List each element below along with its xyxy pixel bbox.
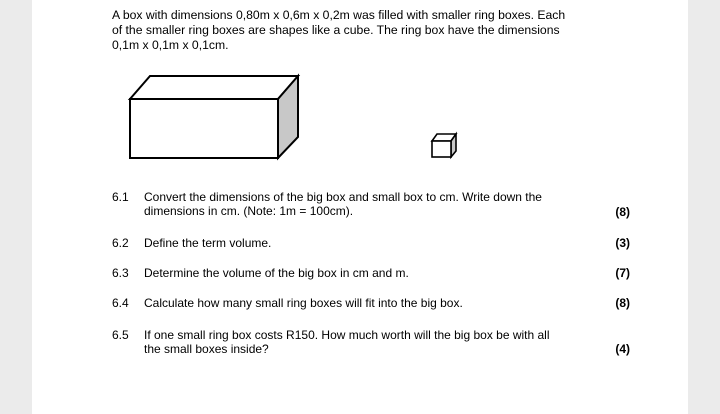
intro-line-3: 0,1m x 0,1m x 0,1cm.: [112, 38, 229, 52]
question-number: 6.4: [112, 296, 129, 310]
question-marks: (7): [615, 266, 630, 280]
question-number: 6.5: [112, 328, 129, 342]
question-text: Calculate how many small ring boxes will fit into the big box.: [144, 296, 463, 310]
question-text-line-1: Convert the dimensions of the big box and small box to cm. Write down the: [144, 190, 542, 204]
question-text-line-1: If one small ring box costs R150. How much worth will the big box be with all: [144, 328, 550, 342]
question-text: [144, 328, 599, 356]
intro-line-2: of the smaller ring boxes are shapes like a cube. The ring box have the dimensions: [112, 23, 560, 37]
question-text: [144, 190, 599, 218]
question-number: 6.1: [112, 190, 129, 204]
intro-line-1: A box with dimensions 0,80m x 0,6m x 0,2m was filled with smaller ring boxes. Each: [112, 8, 566, 22]
question-marks: (8): [615, 205, 630, 219]
question-text: Determine the volume of the big box in cm and m.: [144, 266, 409, 280]
question-text: Define the term volume.: [144, 236, 272, 250]
question-number: 6.2: [112, 236, 129, 250]
question-marks: (8): [615, 296, 630, 310]
big-box-drawing: [130, 76, 298, 158]
question-marks: (3): [615, 236, 630, 250]
question-marks: (4): [615, 342, 630, 356]
document-page: [32, 0, 688, 414]
question-text-line-2: dimensions in cm. (Note: 1m = 100cm).: [144, 204, 354, 218]
question-text-line-2: the small boxes inside?: [144, 342, 269, 356]
question-number: 6.3: [112, 266, 129, 280]
small-box-drawing: [432, 134, 456, 157]
